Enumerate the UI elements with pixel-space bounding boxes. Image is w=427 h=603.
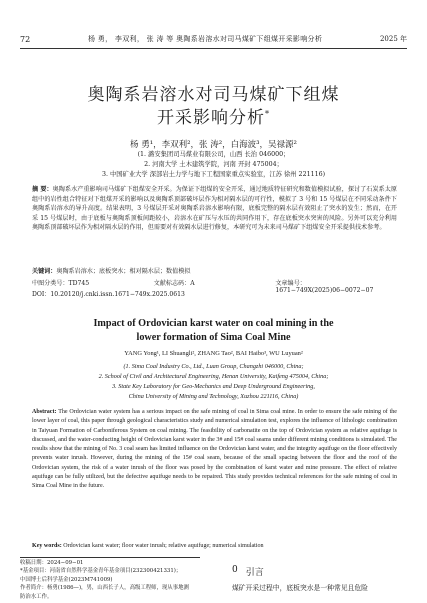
title-cn-line-1: 奥陶系岩溶水对司马煤矿下组煤: [87, 85, 340, 105]
document-code: 文献标志码：A: [153, 280, 195, 287]
funding-mark: *: [265, 109, 270, 119]
affiliation-cn-3: 3. 中国矿业大学 深部岩土力学与地下工程国家重点实验室，江苏 徐州 221116): [101, 171, 326, 178]
received-date: 收稿日期：2024−09−01: [20, 560, 84, 566]
section-heading: [232, 565, 264, 578]
article-number: 文章编号：1671−749X(2025)06−0072−07: [275, 280, 374, 294]
affiliation-en-1: (1. Sima Coal Industry Co., Ltd., Luan Group, Changzhi 046000, China;: [123, 363, 304, 370]
author-bio-line-1: 作者简介：杨勇(1986—)，男，山西长子人，高级工程师，现从事地测: [20, 585, 189, 592]
abstract-cn-label: 摘 要：: [32, 186, 53, 193]
abstract-cn: [32, 185, 397, 233]
affiliation-cn-2: 2. 河南大学 土木建筑学院，河南 开封 475004；: [144, 161, 283, 168]
page-number: 72: [20, 34, 31, 44]
keywords-en-label: Key words:: [32, 543, 62, 549]
header-rule: [20, 48, 407, 49]
affiliation-en-3: 3. State Key Laboratory for Geo-Mechanics and Deep Underground Engineering,: [112, 383, 315, 390]
abstract-cn-text: 奥陶系水产重影响司马煤矿下组煤安全开采。为保证下组煤的安全开采，通过地质特征研究和数值模拟试验，探讨了石炭系太原组中的岩性组合特征对下组煤开采的影响以及奥陶系顶部破坏层作为相对隔水层的可行性，模拟了 3 号和 15 号煤层在不同采动条件下奥陶系岩溶水的导升高度。结果表明，3 号煤层开采对奥陶系岩溶水影响有限，底板完整的隔水层有效阻止了突水的发生；然而，在开采 15 号煤层时，由于底板与奥陶系顶板间距较小，岩溶水在矿压与水压的共同作用下，存在底板突水突害的风险。另外可以充分利用奥陶系顶部破坏层作为相对隔水层的作用，但需要对有效隔水层进行修复，本研究可为未来司马煤矿下组煤安全开采提供技术参考。: [32, 186, 398, 232]
title-en-line-2: lower formation of Sima Coal Mine: [136, 332, 291, 343]
section-number: 0: [232, 565, 238, 575]
affiliation-cn-1: (1. 潞安集团司马煤业有限公司，山西 长治 046000；: [137, 151, 290, 158]
keywords-cn-label: 关键词：: [32, 268, 57, 275]
title-en-line-1: Impact of Ordovician karst water on coal mining in the: [93, 318, 334, 329]
title-cn-line-2: [0, 103, 427, 128]
section-title: 引言: [245, 568, 264, 578]
abstract-en-text: The Ordovician water system has a serious impact on the safe mining of coal in Sima coal mine. In order to ensure the safe mining of the lower layer of coal, this paper through geological characteristics study and numerical simulation test, explores the influence of lithologic combination in Taiyuan Formation of Carboniferous System on coal mining. The feasibility of carbonatite on the top of Ordovician system as relative aquifuge is discussed, and the water-conducting height of Ordovician karst water in the 3# and 15# coal seams under different mining conditions is simulated. The results show that the mining of No. 3 coal seam has limited influence on the Ordovician karst water, and the integrity aquifuge on the floor effectively prevents water inrush. However, during the mining of the 15# coal seam, because of the small spacing between the floor and the roof of the Ordovician system, the risk of a water inrush of the floor was posed by the combination of karst water and mine pressure. The effect of relative aquifuge can be fully utilized, but the defective aquifuge needs to be repaired. This study provides technical references for the safe mining of coal in Sima Coal Mine in the future.: [32, 409, 397, 490]
running-title: 杨 勇， 李双利， 张 涛 等 奥陶系岩溶水对司马煤矿下组煤开采影响分析: [87, 35, 323, 43]
keywords-cn: [32, 267, 397, 277]
body-text-start: 煤矿开采过程中，底板突水是一种常见且危险: [232, 584, 368, 592]
affiliation-en-2: 2. School of Civil and Architectural Engineering, Henan University, Kaifeng 475004, China;: [98, 373, 329, 380]
footnote: [20, 559, 206, 601]
funding-line-2: 中国博士后科学基金(2023M741009): [20, 576, 113, 583]
keywords-cn-text: 奥陶系岩溶水；底板突水；相对隔水层；数值模拟: [56, 268, 191, 275]
affiliation-en-4: China University of Mining and Technology, Xuzhou 221116, China): [128, 393, 299, 400]
clc-number: 中图分类号：TD745: [32, 280, 90, 287]
running-header: [20, 32, 407, 46]
abstract-en-label: Abstract:: [32, 409, 57, 415]
abstract-en: [32, 408, 397, 492]
authors-en: YANG Yong¹, LI Shuangli², ZHANG Tao², BAI Haibo³, WU Luyuan²: [124, 350, 303, 357]
authors-cn: 杨 勇¹，李双利²，张 涛²，白海波³，吴禄源²: [130, 140, 297, 150]
funding-line-1: *基金项目：河南省自然科学基金青年基金项目(232300421331)；: [20, 568, 182, 575]
keywords-en: [32, 543, 397, 549]
journal-year: 2025 年: [379, 35, 407, 43]
keywords-en-text: Ordovician karst water; floor water inrush; relative aquifuge; numerical simulation: [63, 543, 264, 549]
author-bio-line-2: 防治水工作。: [20, 593, 53, 600]
footnote-rule: [20, 557, 200, 558]
doi: DOI：10.20120/j.cnki.issn.1671−749x.2025.0613: [32, 291, 185, 298]
title-cn-line-2-text: 开采影响分析: [157, 108, 265, 128]
